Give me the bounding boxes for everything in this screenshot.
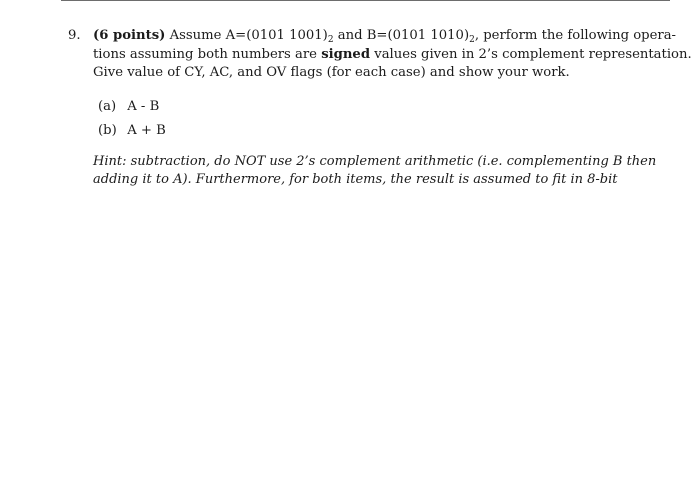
operand-b-base: 2	[469, 35, 475, 45]
parts-list	[68, 95, 636, 143]
question-line-1-end: , perform the following opera-	[474, 28, 677, 43]
part-a	[98, 95, 636, 119]
hint-line-1: Hint: subtraction, do NOT use 2’s complement arithmetic (i.e. complementing B then	[93, 153, 657, 169]
part-a-label: (a)	[98, 98, 117, 114]
top-rule	[61, 0, 670, 1]
operand-a-text: Assume A=(0101 1001)	[169, 28, 328, 43]
question-points: (6 points)	[93, 28, 166, 43]
question-line-2-end: values given in 2’s complement representation.	[370, 46, 692, 62]
operand-a-base: 2	[327, 35, 334, 45]
part-a-text: A - B	[127, 98, 160, 114]
signed-keyword: signed	[321, 46, 371, 62]
part-b	[98, 119, 636, 143]
question-number: 9.	[68, 28, 81, 43]
question-line-2	[68, 46, 692, 65]
part-b-text: A + B	[127, 122, 166, 138]
hint-text	[68, 153, 657, 190]
problem-9	[68, 27, 692, 190]
question-line-2-start: tions assuming both numbers are	[93, 46, 322, 62]
operand-b-text: and B=(0101 1010)	[333, 28, 470, 43]
hint-line-2: adding it to A). Furthermore, for both items, the result is assumed to fit in 8-bit	[93, 172, 618, 187]
question-line-1	[68, 27, 677, 46]
question-line-3: Give value of CY, AC, and OV flags (for each case) and show your work.	[93, 65, 570, 80]
part-b-label: (b)	[98, 122, 117, 138]
